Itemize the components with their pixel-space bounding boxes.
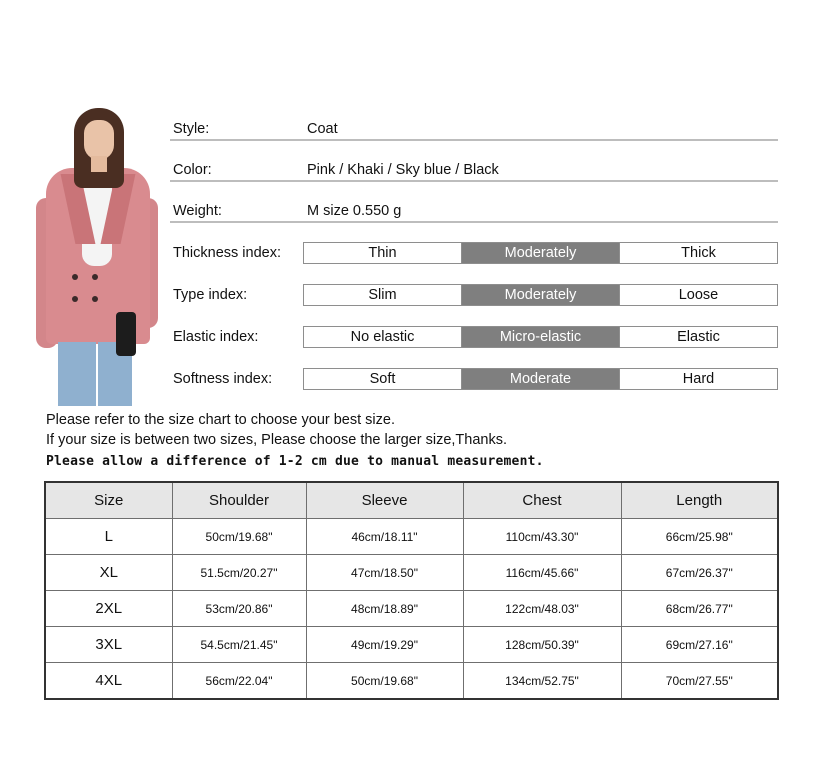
index-option: Thick: [619, 243, 777, 263]
index-label: Thickness index:: [173, 245, 281, 261]
table-row: [45, 591, 778, 627]
jeans-left-leg: [58, 342, 96, 406]
black-bag: [116, 312, 136, 356]
index-option: Loose: [619, 285, 777, 305]
table-cell: 68cm/26.77": [621, 591, 778, 627]
table-cell: 54.5cm/21.45": [172, 627, 306, 663]
table-row: [45, 627, 778, 663]
table-row: [45, 519, 778, 555]
table-cell: 56cm/22.04": [172, 663, 306, 700]
table-cell: 67cm/26.37": [621, 555, 778, 591]
size-cell: XL: [45, 555, 172, 591]
size-cell: L: [45, 519, 172, 555]
model-photo: [34, 106, 160, 406]
coat-button: [92, 296, 98, 302]
table-cell: 50cm/19.68": [172, 519, 306, 555]
attribute-value: M size 0.550 g: [307, 203, 402, 219]
face: [84, 120, 114, 160]
table-cell: 122cm/48.03": [463, 591, 621, 627]
coat-button: [92, 274, 98, 280]
table-cell: 128cm/50.39": [463, 627, 621, 663]
divider: [170, 221, 778, 223]
attribute-value: Pink / Khaki / Sky blue / Black: [307, 162, 499, 178]
column-header: Size: [45, 482, 172, 519]
attribute-label: Weight:: [173, 203, 222, 219]
table-cell: 49cm/19.29": [306, 627, 463, 663]
index-option-selected: Moderately: [461, 243, 619, 263]
table-cell: 50cm/19.68": [306, 663, 463, 700]
index-option: No elastic: [350, 329, 415, 345]
table-cell: 134cm/52.75": [463, 663, 621, 700]
table-cell: 47cm/18.50": [306, 555, 463, 591]
index-scale: [303, 284, 778, 306]
attribute-value: Coat: [307, 121, 338, 137]
divider: [170, 139, 778, 141]
index-label: Type index:: [173, 287, 248, 303]
size-cell: 2XL: [45, 591, 172, 627]
index-scale: [303, 326, 778, 348]
index-option: Elastic: [619, 327, 777, 347]
index-option: Thin: [368, 245, 397, 261]
table-cell: 53cm/20.86": [172, 591, 306, 627]
size-note: If your size is between two sizes, Please choose the larger size,Thanks.: [46, 432, 507, 448]
divider: [170, 180, 778, 182]
index-scale: [303, 242, 778, 264]
attribute-label: Color:: [173, 162, 212, 178]
index-label: Softness index:: [173, 371, 273, 387]
table-cell: 70cm/27.55": [621, 663, 778, 700]
column-header: Length: [621, 482, 778, 519]
index-option: Hard: [619, 369, 777, 389]
attribute-label: Style:: [173, 121, 210, 137]
neck: [91, 156, 107, 172]
index-option-selected: Micro-elastic: [461, 327, 619, 347]
index-option-selected: Moderate: [461, 369, 619, 389]
table-cell: 69cm/27.16": [621, 627, 778, 663]
size-note: Please refer to the size chart to choose your best size.: [46, 412, 395, 428]
column-header: Chest: [463, 482, 621, 519]
table-cell: 48cm/18.89": [306, 591, 463, 627]
measurement-note: Please allow a difference of 1-2 cm due to manual measurement.: [46, 454, 544, 469]
table-row: [45, 555, 778, 591]
coat-button: [72, 274, 78, 280]
table-cell: 66cm/25.98": [621, 519, 778, 555]
size-chart: [44, 481, 779, 700]
size-cell: 4XL: [45, 663, 172, 700]
table-cell: 110cm/43.30": [463, 519, 621, 555]
index-label: Elastic index:: [173, 329, 259, 345]
index-scale: [303, 368, 778, 390]
table-row: [45, 663, 778, 700]
table-cell: 46cm/18.11": [306, 519, 463, 555]
column-header: Shoulder: [172, 482, 306, 519]
coat-button: [72, 296, 78, 302]
table-header-row: [45, 482, 778, 519]
size-cell: 3XL: [45, 627, 172, 663]
index-option-selected: Moderately: [461, 285, 619, 305]
index-option: Soft: [369, 371, 396, 387]
index-option: Slim: [368, 287, 397, 303]
table-cell: 51.5cm/20.27": [172, 555, 306, 591]
column-header: Sleeve: [306, 482, 463, 519]
table-cell: 116cm/45.66": [463, 555, 621, 591]
